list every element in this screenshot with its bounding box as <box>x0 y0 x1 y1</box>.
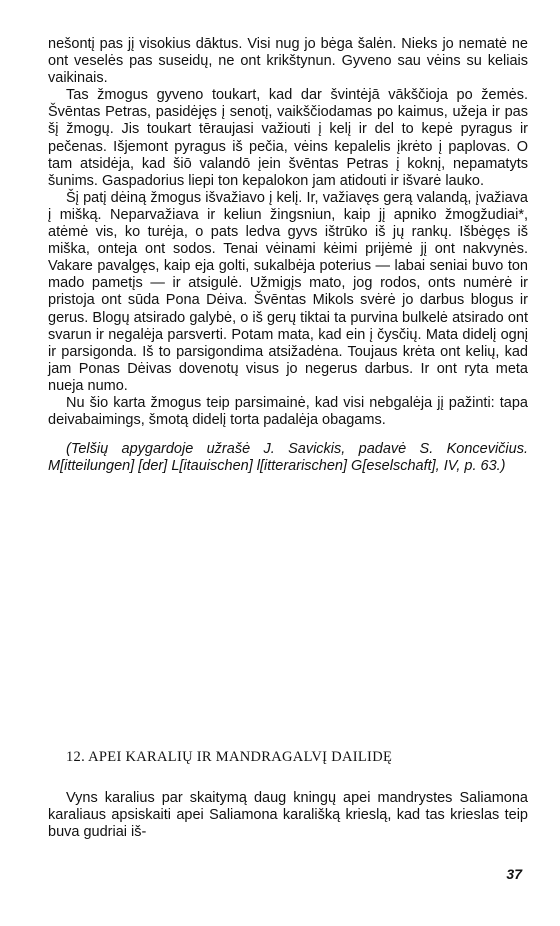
section-first-paragraph <box>48 790 528 841</box>
page-number: 37 <box>506 866 522 882</box>
paragraph: Vyns karalius par skaitymą daug kningų apei mandrystes Saliamona karaliaus apsiskaiti apei Saliamona karališką krieslą, kad tas krieslas teip buva gudriai iš- <box>48 790 528 841</box>
paragraph-continuation: nešontį pas jį visokius dāktus. Visi nug jo bėga šalėn. Nieks jo nematė ne ont veselės pas suseidų, ne ont krikštynun. Gyveno sau vėins su keliais vaikinais. <box>48 36 528 87</box>
paragraph: Nu šio karta žmogus teip parsimainė, kad visi nebgalėja jį pažinti: tapa deivabaimings, šmotą didelį torta padalėja obagams. <box>48 394 528 429</box>
paragraph: Tas žmogus gyveno toukart, kad dar švintėjā vākščioja po žemės. Švēntas Petras, pasidėjęs į senotį, vaikščiodamas po kaimus, užeja ir pas šį žmogų. Jis toukart tēraujasi važiouti į kelį ir del to kepė pyragus ir pečenas. Išjemont pyragus iš pečia, vėins kepalelis įkrėto į paplovas. O tam atsidėja, kad šiō valandō įein švēntas Petras į koknį, nepamatyts šunims. Gaspadorius liepi ton kepalokon jam atidouti ir išvarė lauko. <box>48 87 528 189</box>
source-citation: (Telšių apygardoje užrašė J. Savickis, padavė S. Koncevičius. M[itteilungen] [der] L[itauischen] l[itterarischen] G[eselschaft], IV, p. 63.) <box>48 441 528 475</box>
paragraph: Šį patį dėiną žmogus išvažiavo į kelį. Ir, važiavęs gerą valandą, įvažiava į mišką. Neparvažiava ir keliun žingsniun, kaip jį apniko žmogžudiai*, atėmė vis, ko turėja, o pats ledva gyvs ištrūko iš jų rankų. Išbėgęs iš miška, onteja ont sodos. Tenai vėinami kėimi prijėmė jį ont nakvynės. Vakare pavalgęs, kaip eja golti, sukalbėja poterius — labai seniai buvo ton mado pametįs — ir atsigulė. Užmigįs mato, jog rodos, onts numėrė ir pristoja ont sūda Pona Dėiva. Švēntas Mikols svėrė jo darbus blogus ir gerus. Blogų atsirado galybė, o iš gerų tiktai ta purvina bulkelė atsirado ont svarun ir negalėja parsverti. Potam mata, kad ein į čysčių. Mata didelį ognį ir parsigonda. Iš to parsigondima atsižadėna. Toujaus krėta ont kelių, kad jam Ponas Dėivas dovenotų visus jo negerus darbus. Ir ont ryta meta nueja numo. <box>48 189 528 394</box>
story-body <box>48 36 528 475</box>
section-title: 12. APEI KARALIŲ IR MANDRAGALVĮ DAILIDĘ <box>66 749 393 765</box>
